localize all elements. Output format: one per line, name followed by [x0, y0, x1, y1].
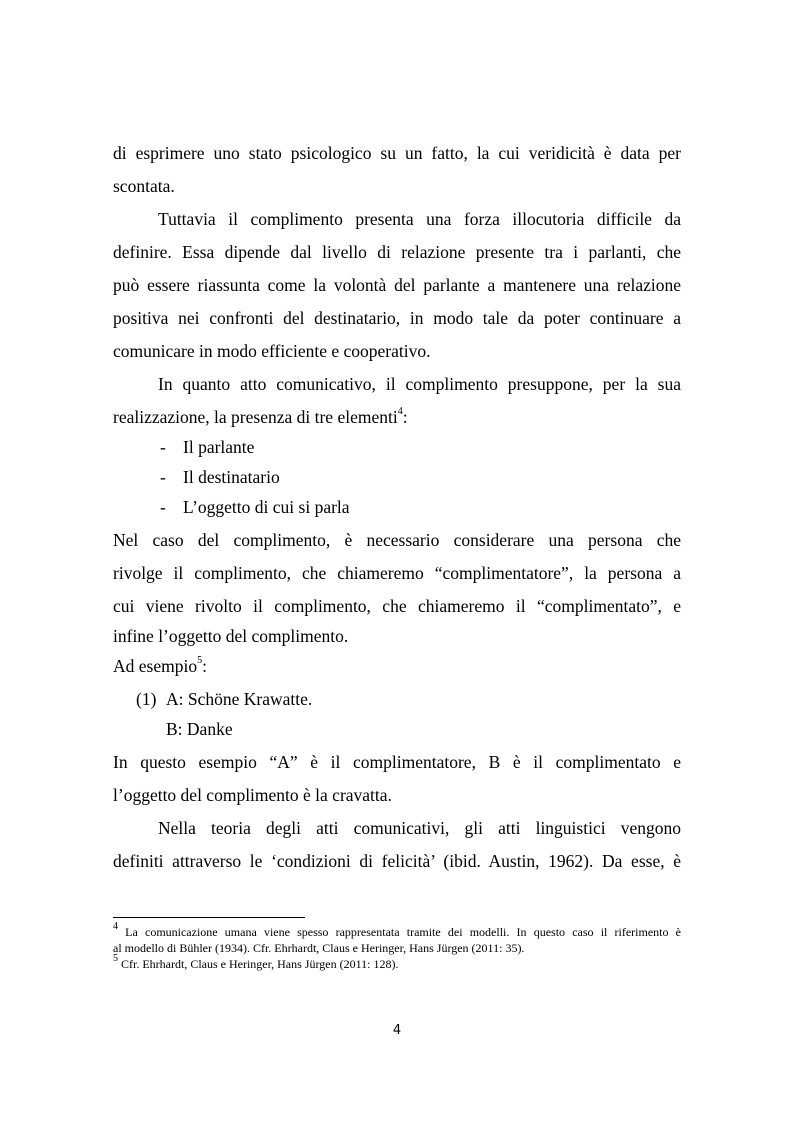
footnote-separator	[113, 917, 305, 918]
list-item: Il parlante	[183, 437, 255, 457]
body-line: definiti attraverso le ‘condizioni di felicità’ (ibid. Austin, 1962). Da esse, è	[113, 851, 681, 871]
body-line: Nella teoria degli atti comunicativi, gli atti linguistici vengono	[158, 818, 681, 838]
body-line: In questo esempio “A” è il complimentatore, B è il complimentato e	[113, 752, 681, 772]
footnote-4	[113, 921, 681, 939]
body-line	[113, 407, 681, 427]
footnote-5	[113, 953, 681, 971]
body-line: Nel caso del complimento, è necessario considerare una persona che	[113, 530, 681, 550]
body-line: Tuttavia il complimento presenta una forza illocutoria difficile da	[158, 209, 681, 229]
body-line: In quanto atto comunicativo, il complimento presuppone, per la sua	[158, 374, 681, 394]
footnote-ref: 4	[397, 406, 403, 418]
footnote-mark: 4	[113, 921, 118, 932]
body-line	[113, 656, 681, 676]
example-line-b: B: Danke	[166, 719, 233, 739]
body-text: :	[402, 407, 408, 427]
footnote-mark: 5	[113, 953, 118, 964]
body-line: può essere riassunta come la volontà del parlante a mantenere una relazione	[113, 275, 681, 295]
list-bullet: -	[160, 467, 166, 487]
list-item: Il destinatario	[183, 467, 280, 487]
body-line: rivolge il complimento, che chiameremo “complimentatore”, la persona a	[113, 563, 681, 583]
body-line: definire. Essa dipende dal livello di relazione presente tra i parlanti, che	[113, 242, 681, 262]
example-number: (1)	[136, 689, 157, 709]
footnote-4-cont: al modello di Bühler (1934). Cfr. Ehrhardt, Claus e Heringer, Hans Jürgen (2011: 35).	[113, 941, 525, 955]
list-bullet: -	[160, 497, 166, 517]
footnote-text: La comunicazione umana viene spesso rappresentata tramite dei modelli. In questo caso il riferimento è	[118, 925, 681, 939]
body-line: di esprimere uno stato psicologico su un fatto, la cui veridicità è data per	[113, 143, 681, 163]
list-item: L’oggetto di cui si parla	[183, 497, 350, 517]
body-line: comunicare in modo efficiente e cooperativo.	[113, 341, 431, 361]
page-number: 4	[392, 1023, 402, 1038]
body-line: infine l’oggetto del complimento.	[113, 626, 349, 646]
body-line: cui viene rivolto il complimento, che chiameremo il “complimentato”, e	[113, 596, 681, 616]
example-line-a: A: Schöne Krawatte.	[166, 689, 313, 709]
body-line: positiva nei confronti del destinatario, in modo tale da poter continuare a	[113, 308, 681, 328]
list-bullet: -	[160, 437, 166, 457]
body-line: scontata.	[113, 176, 175, 196]
body-text: realizzazione, la presenza di tre elementi	[113, 407, 398, 427]
body-line: l’oggetto del complimento è la cravatta.	[113, 785, 392, 805]
body-text: :	[202, 656, 207, 676]
footnote-text: Cfr. Ehrhardt, Claus e Heringer, Hans Jürgen (2011: 128).	[118, 957, 399, 971]
body-text: Ad esempio	[113, 656, 198, 676]
footnote-ref: 5	[197, 655, 203, 667]
